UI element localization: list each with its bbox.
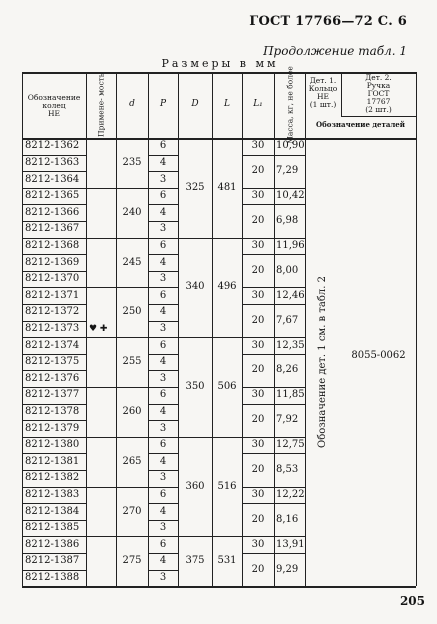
table-rule-horizontal <box>148 370 178 371</box>
column-header-part1: Дет. 1. Кольцо HE (1 шт.) <box>308 76 338 109</box>
table-rule-horizontal <box>86 188 148 189</box>
table-rule-horizontal <box>242 238 305 239</box>
table-rule-horizontal <box>178 536 242 537</box>
table-row-designation: 8212-1372 <box>25 306 80 318</box>
table-cell-p: 3 <box>159 522 167 534</box>
table-cell-p: 4 <box>159 306 167 318</box>
table-row-designation: 8212-1370 <box>25 273 80 285</box>
table-row-designation: 8212-1384 <box>25 505 80 517</box>
table-cell-p: 3 <box>159 322 167 334</box>
table-rule-horizontal <box>22 254 86 255</box>
units-caption <box>0 57 437 70</box>
table-rule-horizontal <box>22 487 86 488</box>
table-cell-l1: 20 <box>251 264 265 276</box>
column-header-mass: Масса, кг, не более <box>285 66 294 144</box>
table-cell-d: 255 <box>122 356 142 368</box>
table-cell-p: 4 <box>159 555 167 567</box>
table-rule-horizontal <box>242 536 305 537</box>
table-cell-mass: 8,16 <box>276 513 299 525</box>
table-cell-p: 3 <box>159 571 167 583</box>
table-cell-p: 4 <box>159 206 167 218</box>
table-cell-l1: 20 <box>251 314 265 326</box>
table-cell-mass: 6,98 <box>276 215 299 226</box>
table-rule-horizontal <box>22 470 86 471</box>
table-cell-d: 240 <box>122 206 142 218</box>
table-rule-horizontal <box>22 387 86 388</box>
table-rule-horizontal <box>148 188 178 189</box>
table-row-designation: 8212-1376 <box>25 372 80 384</box>
table-cell-mass: 12,75 <box>276 439 305 451</box>
table-cell-p: 3 <box>159 472 167 484</box>
table-cell-mass: 11,96 <box>276 239 305 251</box>
table-row-designation: 8212-1368 <box>25 239 80 251</box>
table-cell-l1: 30 <box>251 289 265 301</box>
table-rule-horizontal <box>242 437 305 438</box>
table-cell-p: 6 <box>159 439 167 451</box>
column-header-d: d <box>129 99 135 109</box>
table-rule-horizontal <box>22 453 86 454</box>
table-row-designation: 8212-1378 <box>25 405 80 417</box>
table-cell-d: 245 <box>122 256 142 268</box>
table-row-designation: 8212-1388 <box>25 571 80 583</box>
table-rule-horizontal <box>178 337 242 338</box>
table-rule-vertical <box>212 72 213 586</box>
column-header-part2: Дет. 2. Ручка ГОСТ 17767 (2 шт.) <box>365 73 392 114</box>
table-rule-horizontal <box>22 520 86 521</box>
table-cell-p: 4 <box>159 156 167 168</box>
table-cell-mass: 10,90 <box>276 140 305 152</box>
table-rule-horizontal <box>242 287 305 288</box>
table-rule-horizontal <box>178 238 242 239</box>
table-cell-mass: 7,92 <box>276 414 299 426</box>
table-rule-horizontal <box>22 420 86 421</box>
table-cell-d: 270 <box>122 505 142 517</box>
table-rule-horizontal <box>22 304 86 305</box>
table-rule-horizontal <box>242 487 305 488</box>
table-cell-p: 3 <box>159 223 167 235</box>
table-rule-horizontal <box>22 553 86 554</box>
table-rule-horizontal <box>242 503 305 504</box>
table-rule-horizontal <box>148 221 178 222</box>
table-row-designation: 8212-1377 <box>25 389 80 401</box>
table-cell-l1: 30 <box>251 439 265 451</box>
column-header-designation: Обозначение колец HE <box>27 93 81 118</box>
table-rule-horizontal <box>341 116 416 117</box>
table-rule-horizontal <box>22 271 86 272</box>
table-rule-horizontal <box>148 437 178 438</box>
table-cell-p: 6 <box>159 289 167 301</box>
table-cell-l1: 30 <box>251 140 265 152</box>
column-header-D: D <box>191 99 199 109</box>
table-rule-horizontal <box>148 453 178 454</box>
table-cell-l1: 20 <box>251 215 265 226</box>
table-cell-mass: 8,53 <box>276 464 299 475</box>
table-rule-horizontal <box>242 387 305 388</box>
table-row-designation: 8212-1385 <box>25 522 80 534</box>
table-rule-horizontal <box>22 354 86 355</box>
table-cell-p: 6 <box>159 239 167 251</box>
table-row-designation: 8212-1365 <box>25 190 80 202</box>
table-row-designation: 8212-1381 <box>25 455 80 467</box>
table-cell-mass: 12,46 <box>276 289 305 301</box>
table-rule-horizontal <box>22 138 416 140</box>
table-rule-horizontal <box>242 453 305 454</box>
table-cell-l1: 30 <box>251 339 265 351</box>
table-row-designation: 8212-1373 <box>25 322 80 334</box>
table-cell-p: 6 <box>159 140 167 152</box>
table-cell-p: 6 <box>159 389 167 401</box>
table-rule-horizontal <box>22 503 86 504</box>
table-cell-l1: 30 <box>251 488 265 500</box>
table-rule-horizontal <box>22 204 86 205</box>
table-row-designation: 8212-1380 <box>25 439 80 451</box>
table-rule-horizontal <box>148 387 178 388</box>
table-cell-mass: 7,67 <box>276 314 299 326</box>
table-cell-mass: 12,22 <box>276 488 305 500</box>
table-rule-horizontal <box>86 337 148 338</box>
document-header: ГОСТ 17766—72 С. 6 <box>249 14 407 29</box>
table-rule-horizontal <box>86 487 148 488</box>
table-rule-horizontal <box>22 155 86 156</box>
applicability-mark-icon: ♥ ✚ <box>89 323 108 334</box>
table-rule-horizontal <box>148 304 178 305</box>
column-header-L: L <box>224 99 230 109</box>
table-cell-d: 265 <box>122 455 142 467</box>
table-cell-D: 375 <box>185 555 205 567</box>
table-rule-horizontal <box>22 321 86 322</box>
table-cell-D: 360 <box>185 480 205 492</box>
table-rule-horizontal <box>148 520 178 521</box>
table-rule-horizontal <box>148 171 178 172</box>
table-cell-L: 506 <box>217 381 237 392</box>
table-rule-vertical <box>274 72 275 586</box>
table-rule-horizontal <box>178 437 242 438</box>
table-row-designation: 8212-1367 <box>25 223 80 235</box>
table-rule-horizontal <box>86 387 148 388</box>
table-rule-horizontal <box>22 404 86 405</box>
table-rule-vertical <box>305 72 306 586</box>
table-cell-p: 6 <box>159 190 167 202</box>
table-row-designation: 8212-1386 <box>25 538 80 550</box>
table-row-designation: 8212-1369 <box>25 256 80 268</box>
table-rule-vertical <box>178 72 179 586</box>
table-row-designation: 8212-1364 <box>25 173 80 185</box>
table-rule-horizontal <box>86 536 148 537</box>
table-rule-horizontal <box>22 570 86 571</box>
table-row-designation: 8212-1362 <box>25 140 80 152</box>
table-row-designation: 8212-1363 <box>25 156 80 168</box>
table-rule-horizontal <box>148 238 178 239</box>
table-rule-horizontal <box>148 420 178 421</box>
table-rule-horizontal <box>86 238 148 239</box>
table-row-designation: 8212-1382 <box>25 472 80 484</box>
table-rule-horizontal <box>148 354 178 355</box>
table-cell-p: 4 <box>159 356 167 368</box>
table-cell-l1: 30 <box>251 190 265 202</box>
table-rule-horizontal <box>22 238 86 239</box>
table-cell-p: 3 <box>159 173 167 185</box>
table-cell-l1: 20 <box>251 464 265 475</box>
table-rule-horizontal <box>148 287 178 288</box>
table-cell-L: 531 <box>217 555 237 567</box>
table-cell-D: 350 <box>185 381 205 392</box>
page-number: 205 <box>399 594 425 608</box>
table-cell-L: 516 <box>217 480 237 492</box>
table-rule-horizontal <box>148 487 178 488</box>
table-rule-horizontal <box>242 188 305 189</box>
table-rule-horizontal <box>148 503 178 504</box>
table-cell-mass: 13,91 <box>276 538 305 550</box>
table-rule-horizontal <box>148 337 178 338</box>
column-header-p: P <box>159 99 167 109</box>
table-row-designation: 8212-1379 <box>25 422 80 434</box>
column-header-applicability: Примене- мость <box>96 73 106 137</box>
table-rule-horizontal <box>242 404 305 405</box>
table-row-designation: 8212-1383 <box>25 488 80 500</box>
table-rule-horizontal <box>242 304 305 305</box>
table-cell-D: 340 <box>185 281 205 293</box>
table-cell-mass: 8,26 <box>276 364 299 376</box>
table-cell-p: 3 <box>159 422 167 434</box>
side-note: Обозначение дет. 1 см. в табл. 2 <box>317 276 328 449</box>
table-rule-horizontal <box>148 155 178 156</box>
table-rule-horizontal <box>148 254 178 255</box>
table-rule-horizontal <box>148 553 178 554</box>
table-cell-L: 481 <box>217 181 237 193</box>
table-cell-p: 4 <box>159 455 167 467</box>
table-cell-D: 325 <box>185 181 205 193</box>
table-row-designation: 8212-1374 <box>25 339 80 351</box>
table-cell-d: 235 <box>122 156 142 168</box>
table-cell-l1: 20 <box>251 364 265 376</box>
table-row-designation: 8212-1387 <box>25 555 80 567</box>
table-cell-l1: 30 <box>251 538 265 550</box>
column-header-part-designation: Обозначение деталей <box>316 120 405 129</box>
table-cell-mass: 12,35 <box>276 339 305 351</box>
table-row-designation: 8212-1371 <box>25 289 80 301</box>
table-rule-horizontal <box>242 337 305 338</box>
table-cell-l1: 20 <box>251 563 265 575</box>
table-cell-mass: 10,42 <box>276 190 305 202</box>
table-rule-horizontal <box>22 337 86 338</box>
table-rule-vertical <box>416 72 417 586</box>
table-rule-horizontal <box>242 254 305 255</box>
table-cell-p: 4 <box>159 256 167 268</box>
table-rule-horizontal <box>148 470 178 471</box>
table-cell-p: 4 <box>159 405 167 417</box>
table-cell-p: 3 <box>159 273 167 285</box>
table-rule-horizontal <box>242 354 305 355</box>
table-cell-l1: 20 <box>251 414 265 426</box>
table-rule-horizontal <box>22 188 86 189</box>
table-cell-p: 4 <box>159 505 167 517</box>
table-cell-mass: 9,29 <box>276 563 299 575</box>
table-cell-l1: 30 <box>251 389 265 401</box>
handle-designation: 8055-0062 <box>351 350 406 362</box>
table-cell-d: 250 <box>122 306 142 318</box>
table-rule-horizontal <box>22 536 86 537</box>
table-cell-L: 496 <box>217 281 237 293</box>
table-rule-horizontal <box>148 271 178 272</box>
table-rule-horizontal <box>22 370 86 371</box>
table-rule-horizontal <box>148 204 178 205</box>
table-cell-mass: 11,85 <box>276 389 305 401</box>
table-rule-horizontal <box>148 536 178 537</box>
table-cell-l1: 30 <box>251 239 265 251</box>
table-rule-vertical <box>86 72 87 586</box>
table-rule-horizontal <box>242 553 305 554</box>
table-rule-horizontal <box>242 204 305 205</box>
table-cell-p: 3 <box>159 372 167 384</box>
table-cell-p: 6 <box>159 339 167 351</box>
table-rule-horizontal <box>22 221 86 222</box>
table-rule-horizontal <box>22 586 416 588</box>
table-cell-l1: 20 <box>251 513 265 525</box>
units-caption-text: Размеры в мм <box>161 57 279 70</box>
table-cell-p: 6 <box>159 488 167 500</box>
table-rule-horizontal <box>148 570 178 571</box>
table-cell-mass: 8,00 <box>276 264 299 276</box>
table-rule-horizontal <box>148 404 178 405</box>
column-header-l1: L₁ <box>253 99 263 109</box>
table-rule-horizontal <box>242 155 305 156</box>
table-rule-horizontal <box>22 437 86 438</box>
table-cell-l1: 20 <box>251 165 265 177</box>
table-row-designation: 8212-1375 <box>25 356 80 368</box>
table-rule-horizontal <box>22 287 86 288</box>
table-cell-d: 260 <box>122 405 142 417</box>
table-row-designation: 8212-1366 <box>25 206 80 218</box>
table-rule-horizontal <box>148 321 178 322</box>
table-cell-d: 275 <box>122 555 142 567</box>
continuation-title: Продолжение табл. 1 <box>263 44 407 58</box>
table-rule-vertical <box>22 72 23 586</box>
table-rule-horizontal <box>86 287 148 288</box>
table-cell-mass: 7,29 <box>276 165 299 177</box>
table-cell-p: 6 <box>159 538 167 550</box>
table-rule-horizontal <box>86 437 148 438</box>
table-rule-horizontal <box>22 171 86 172</box>
